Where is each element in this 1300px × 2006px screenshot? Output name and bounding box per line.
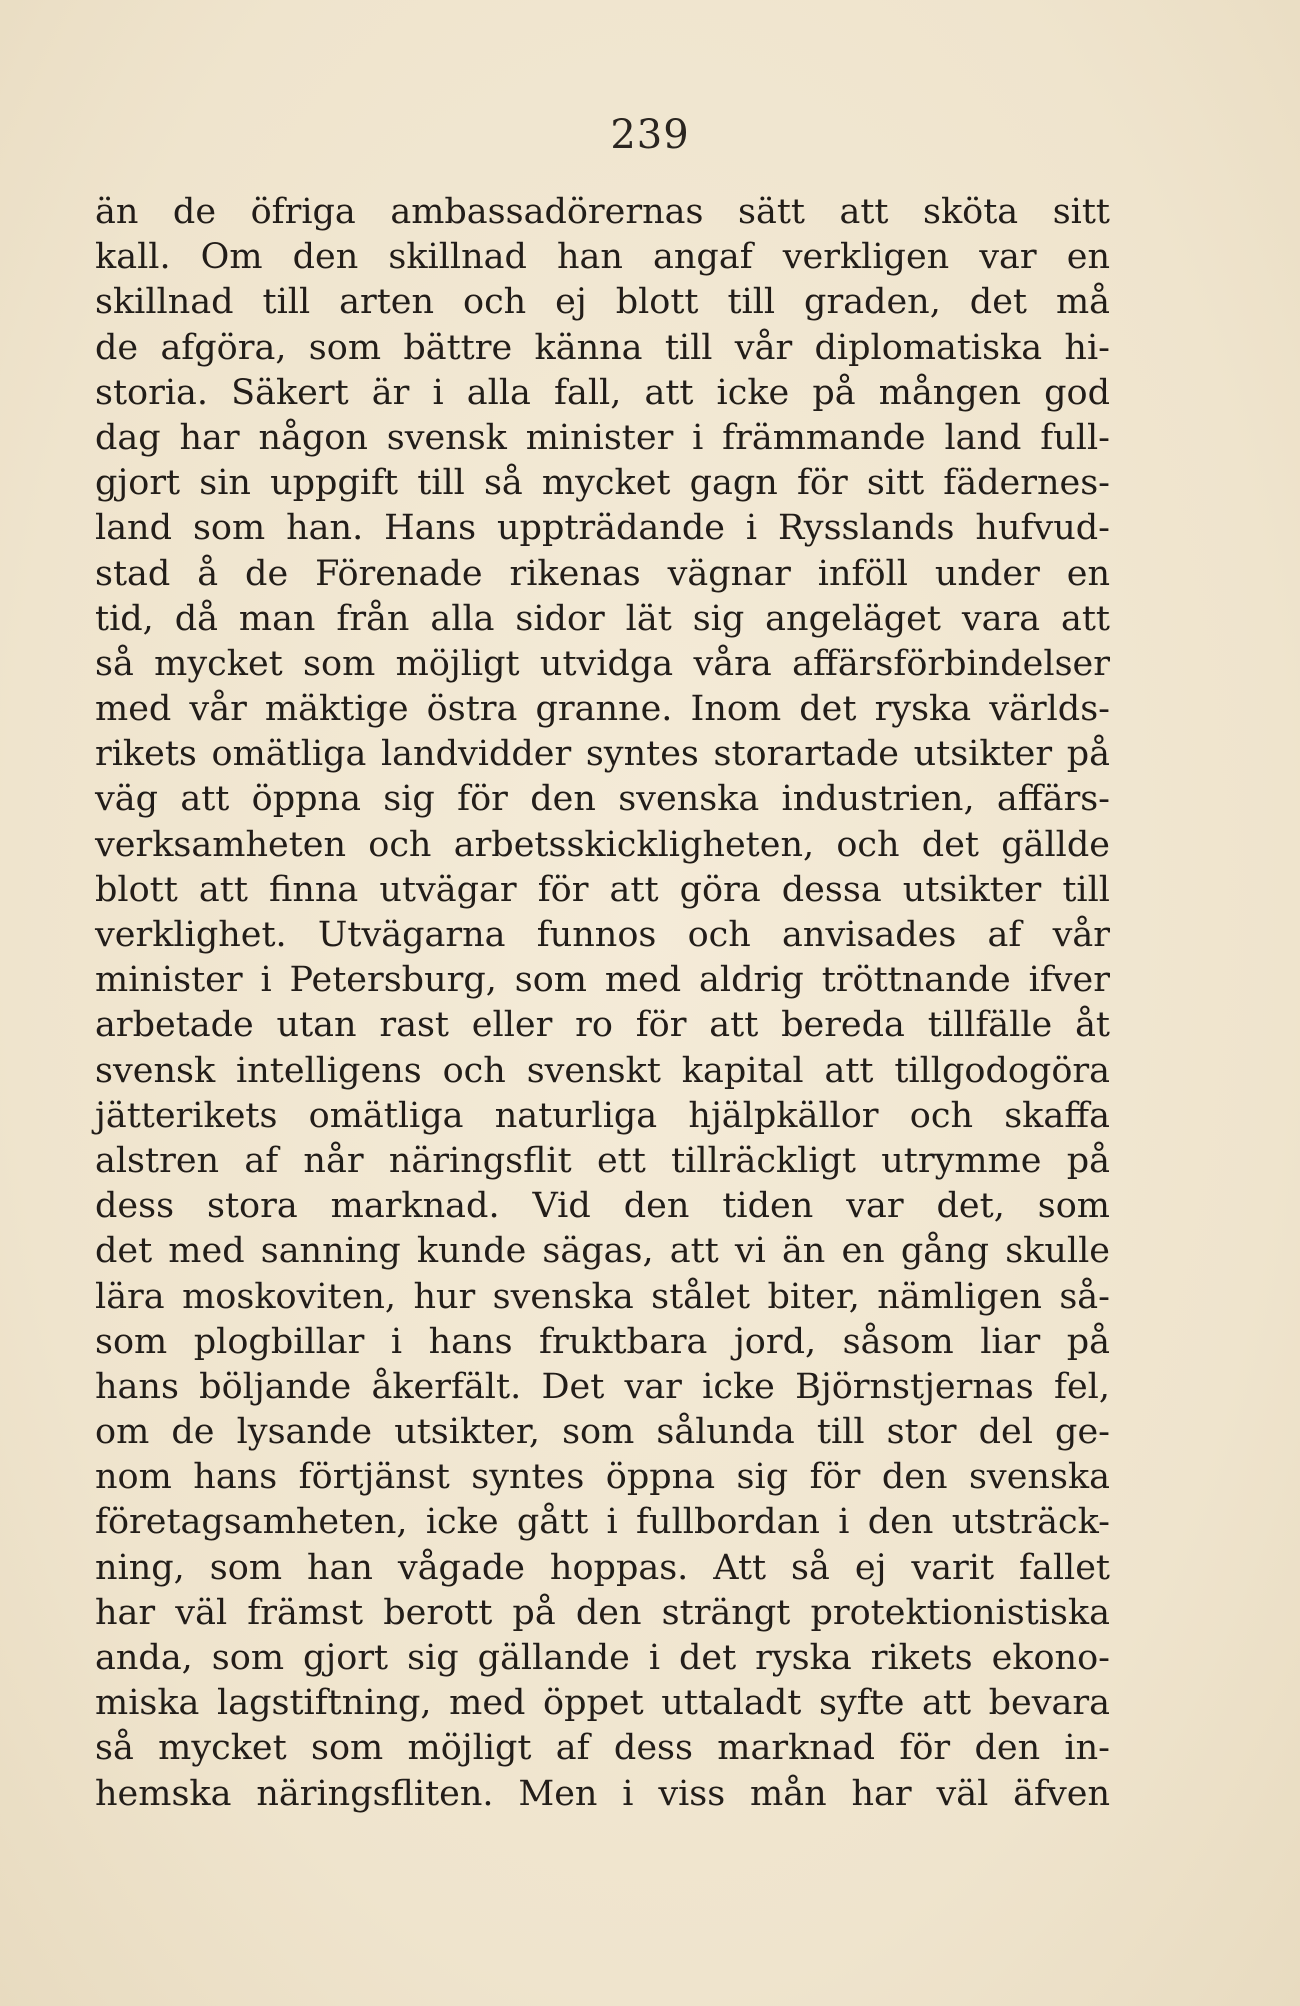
body-text — [95, 190, 1110, 1817]
text-line: storia. Säkert är i alla fall, att icke på mången god — [95, 372, 1110, 413]
text-line: företagsamheten, icke gått i fullbordan i den utsträck- — [95, 1502, 1110, 1543]
text-line: skillnad till arten och ej blott till graden, det må — [95, 282, 1110, 323]
text-line: rikets omätliga landvidder syntes storartade utsikter på — [95, 734, 1110, 775]
text-line: lära moskoviten, hur svenska stålet biter, nämligen så- — [95, 1276, 1110, 1317]
text-line: hans böljande åkerfält. Det var icke Björnstjernas fel, — [95, 1366, 1110, 1407]
text-line: land som han. Hans uppträdande i Rysslands hufvud- — [95, 508, 1110, 549]
text-line: tid, då man från alla sidor lät sig angeläget vara att — [95, 598, 1110, 639]
text-line: med vår mäktige östra granne. Inom det ryska världs- — [95, 689, 1110, 730]
text-line: hemska näringsfliten. Men i viss mån har väl äfven — [95, 1773, 1110, 1814]
text-line: miska lagstiftning, med öppet uttaladt syfte att bevara — [95, 1683, 1110, 1724]
text-line: de afgöra, som bättre känna till vår diplomatiska hi- — [95, 327, 1110, 368]
text-line: svensk intelligens och svenskt kapital att tillgodogöra — [95, 1050, 1110, 1091]
text-line: anda, som gjort sig gällande i det ryska rikets ekono- — [95, 1638, 1110, 1678]
text-line: gjort sin uppgift till så mycket gagn för sitt fädernes- — [95, 463, 1110, 504]
text-line: stad å de Förenade rikenas vägnar inföll under en — [95, 553, 1110, 594]
text-line: dag har någon svensk minister i främmande land full- — [95, 417, 1110, 458]
text-line: som plogbillar i hans fruktbara jord, såsom liar på — [95, 1321, 1110, 1362]
text-line: har väl främst berott på den strängt protektionistiska — [95, 1592, 1110, 1633]
text-line: verksamheten och arbetsskickligheten, och det gällde — [95, 824, 1110, 865]
text-line: det med sanning kunde sägas, att vi än en gång skulle — [95, 1231, 1110, 1272]
text-line: jätterikets omätliga naturliga hjälpkällor och skaffa — [95, 1095, 1110, 1136]
text-line: kall. Om den skillnad han angaf verkligen var en — [95, 237, 1110, 278]
text-line: så mycket som möjligt af dess marknad för den in- — [95, 1728, 1110, 1769]
text-line: dess stora marknad. Vid den tiden var det, som — [95, 1186, 1110, 1227]
text-line: blott att finna utvägar för att göra dessa utsikter till — [95, 869, 1110, 910]
text-line: väg att öppna sig för den svenska industrien, affärs- — [95, 779, 1110, 820]
text-line: nom hans förtjänst syntes öppna sig för den svenska — [95, 1457, 1110, 1498]
text-line: alstren af når näringsflit ett tillräckligt utrymme på — [95, 1140, 1110, 1181]
text-line: arbetade utan rast eller ro för att bereda tillfälle åt — [95, 1005, 1110, 1046]
text-line: än de öfriga ambassadörernas sätt att sköta sitt — [95, 192, 1110, 232]
text-line: ning, som han vågade hoppas. Att så ej varit fallet — [95, 1547, 1110, 1588]
page-number: 239 — [610, 112, 690, 158]
text-line: minister i Petersburg, som med aldrig tröttnande ifver — [95, 960, 1110, 1001]
text-line: verklighet. Utvägarna funnos och anvisades af vår — [95, 915, 1110, 955]
text-line: om de lysande utsikter, som sålunda till stor del ge- — [95, 1412, 1110, 1453]
text-line: så mycket som möjligt utvidga våra affärsförbindelser — [95, 643, 1110, 684]
